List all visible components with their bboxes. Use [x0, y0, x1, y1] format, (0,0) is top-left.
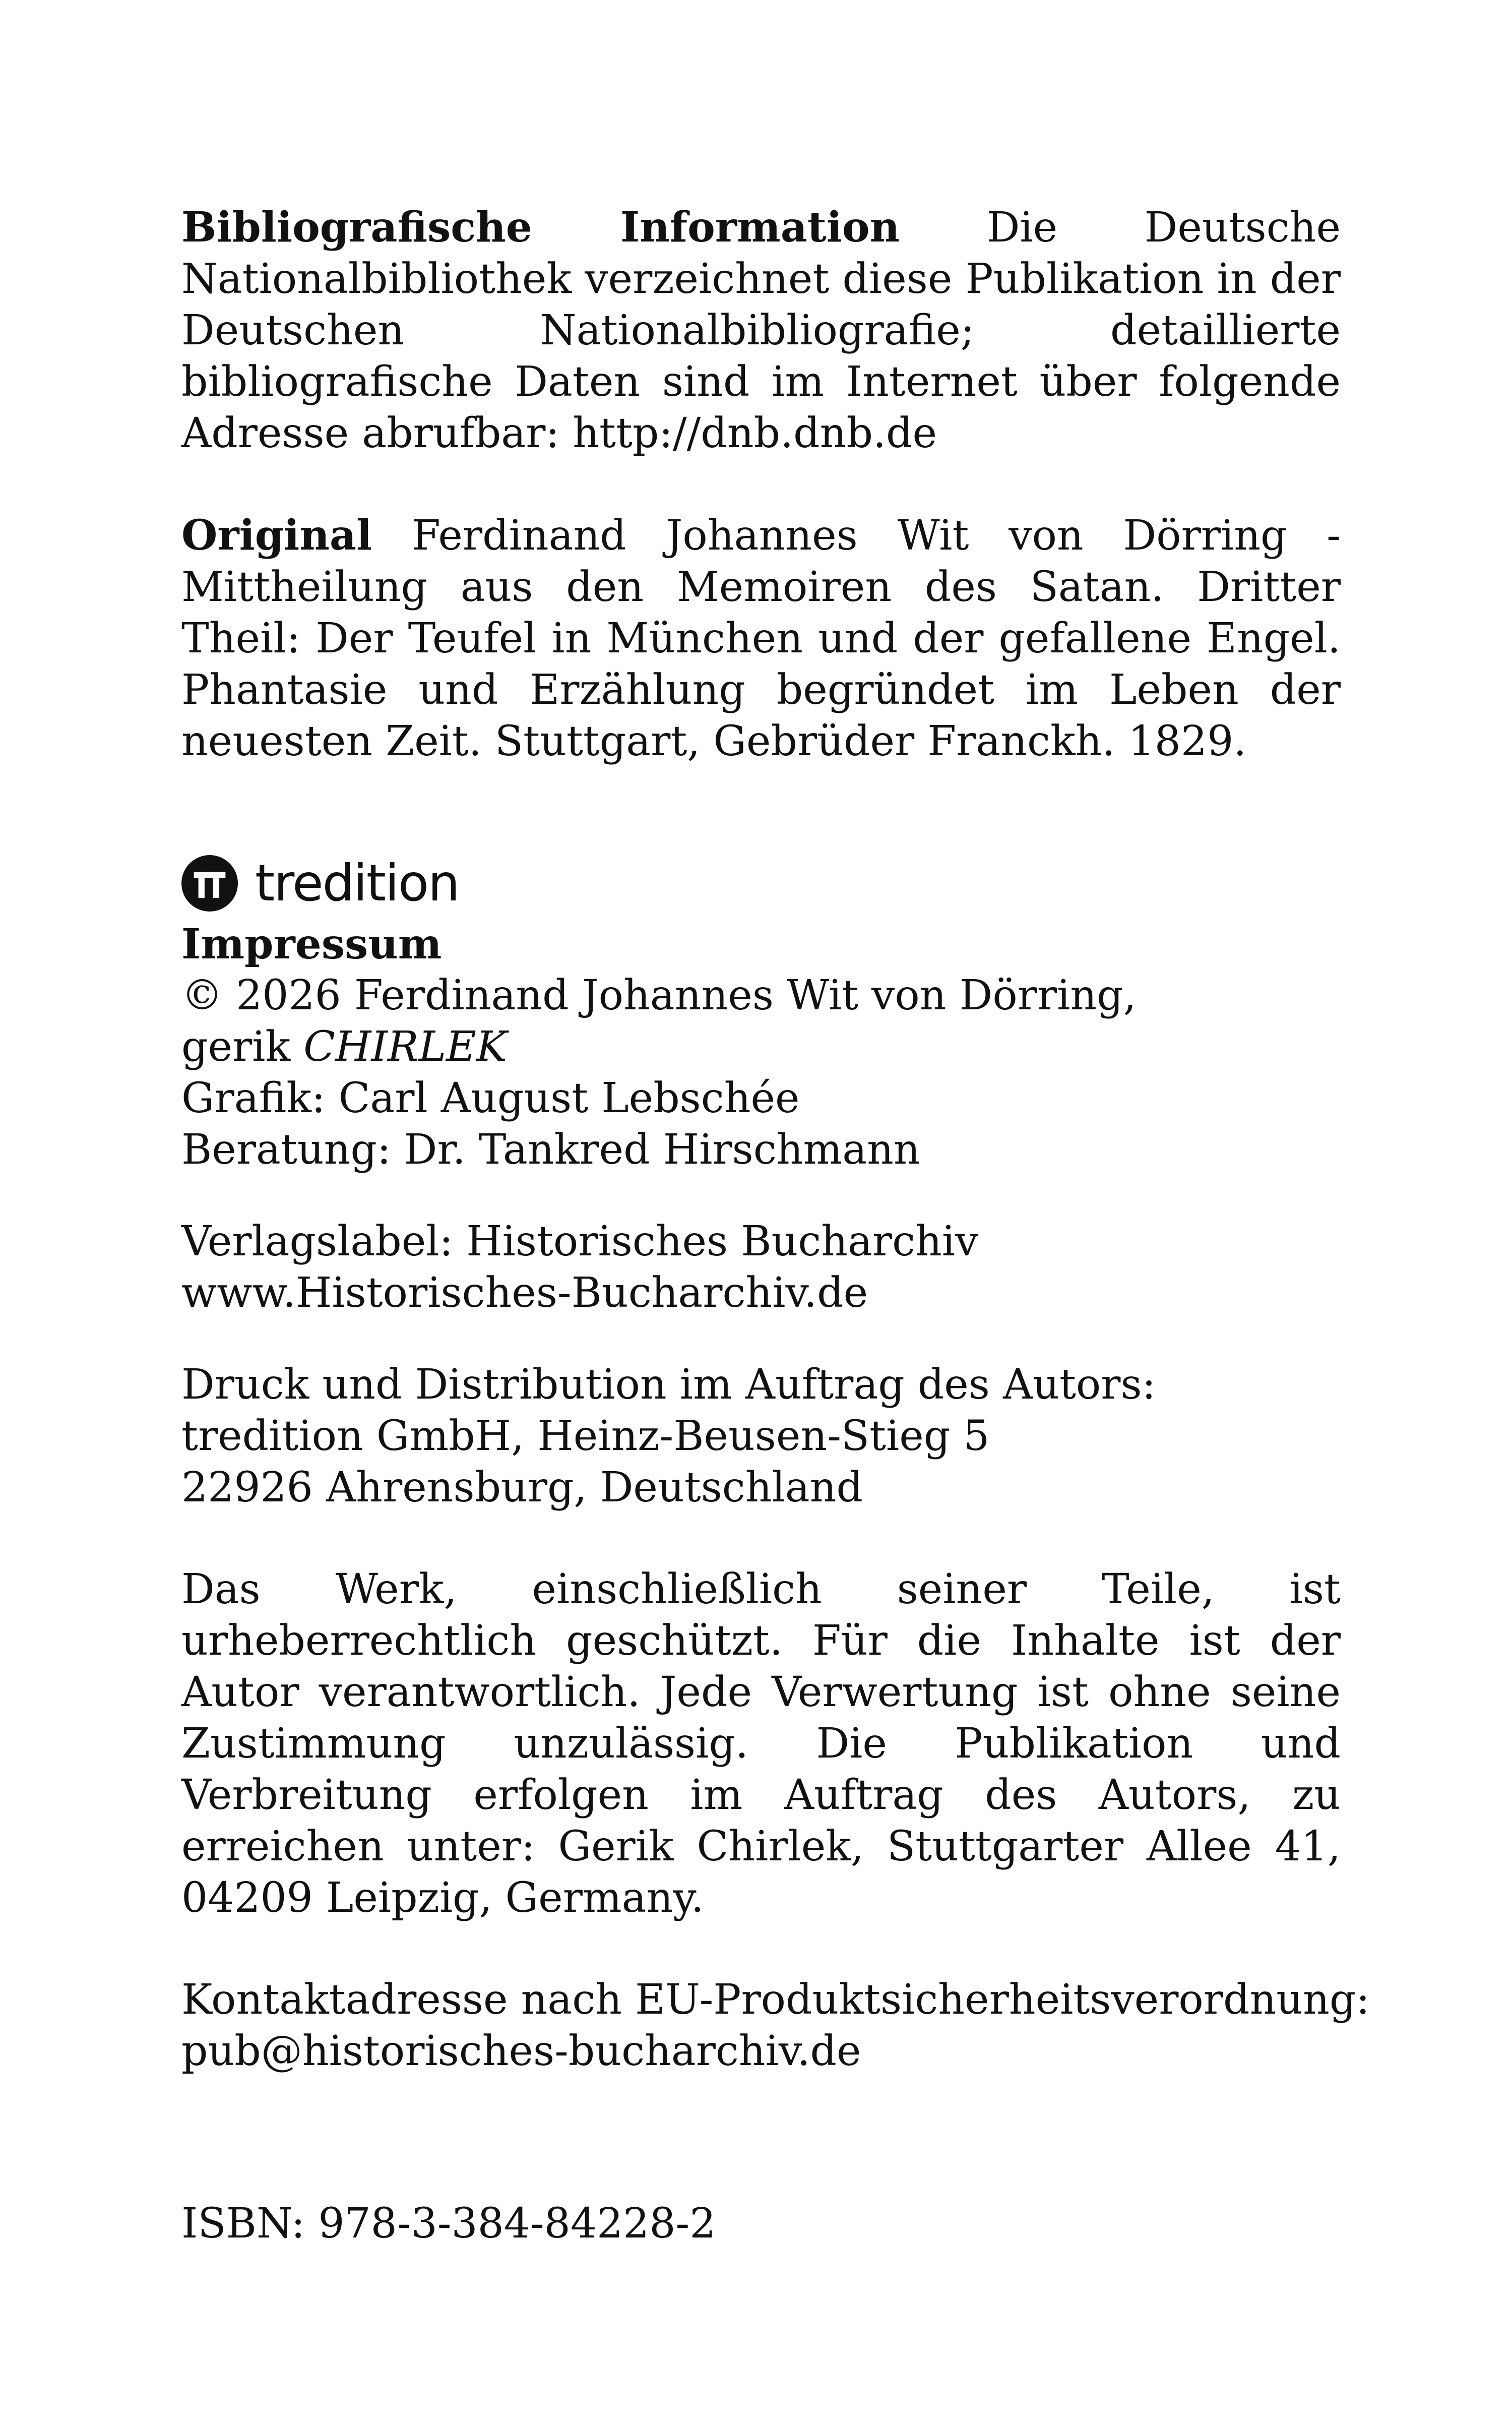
copyright-notice: Das Werk, einschließlich seiner Teile, ist urheberrechtlich geschützt. Für die Inhalte ist der Autor verantwortlich. Jede Verwertung ist ohne seine Zustimmung unzulässig. Die Publikation und Verbreitung erfolgen im Auftrag des Autors, zu erreichen unter: Gerik Chirlek, Stuttgarter Allee 41, 04209 Leipzig, Germany. [181, 1565, 1341, 1922]
advice-line: Beratung: Dr. Tankred Hirschmann [181, 1126, 920, 1174]
bibliographic-text: Die Deutsche Nationalbibliothek verzeichnet diese Publikation in der Deutschen Nationalbibliografie; detaillierte bibliografische Daten sind im Internet über folgende Adresse abrufbar: http://dnb.dnb.de [181, 204, 1341, 457]
print-line-3: 22926 Ahrensburg, Deutschland [181, 1464, 863, 1511]
label-block [181, 1216, 1341, 1319]
tredition-logo-text: tredition [255, 854, 459, 913]
publisher-website-link[interactable]: www.Historisches-Bucharchiv.de [181, 1269, 868, 1317]
imprint-page [181, 202, 1370, 2250]
tredition-logo [181, 853, 1341, 914]
editor-name: CHIRLEK [303, 1023, 508, 1071]
contact-line: Kontaktadresse nach EU-Produktsicherheitsverordnung: [181, 1976, 1370, 2024]
copyright-line: © 2026 Ferdinand Johannes Wit von Dörring, [181, 972, 1137, 1019]
isbn-line: ISBN: 978-3-384-84228-2 [181, 2200, 716, 2248]
contact-block [181, 1974, 1370, 2077]
impressum-block [181, 970, 1341, 1176]
print-line-2: tredition GmbH, Heinz-Beusen-Stieg 5 [181, 1412, 990, 1460]
print-block [181, 1359, 1341, 1514]
original-information [181, 510, 1341, 767]
contact-email-link[interactable]: pub@historisches-bucharchiv.de [181, 2027, 861, 2075]
editor-line [181, 1021, 1341, 1073]
original-text: Ferdinand Johannes Wit von Dörring - Mittheilung aus den Memoiren des Satan. Dritter Theil: Der Teufel in München und der gefallene Engel. Phantasie und Erzählung begründet im Leben der neuesten Zeit. Stuttgart, Gebrüder Franckh. 1829. [181, 512, 1341, 765]
isbn-block [181, 2198, 1341, 2250]
graphic-line: Grafik: Carl August Lebschée [181, 1074, 800, 1122]
print-line-1: Druck und Distribution im Auftrag des Autors: [181, 1361, 1156, 1409]
editor-prefix: gerik [181, 1023, 304, 1071]
original-heading: Original [181, 511, 372, 560]
bibliographic-heading: Bibliografische Information [181, 203, 900, 252]
bibliographic-information [181, 202, 1341, 459]
publisher-label-line: Verlagslabel: Historisches Bucharchiv [181, 1218, 979, 1265]
tredition-logo-icon [181, 855, 238, 912]
impressum-title: Impressum [181, 920, 442, 969]
